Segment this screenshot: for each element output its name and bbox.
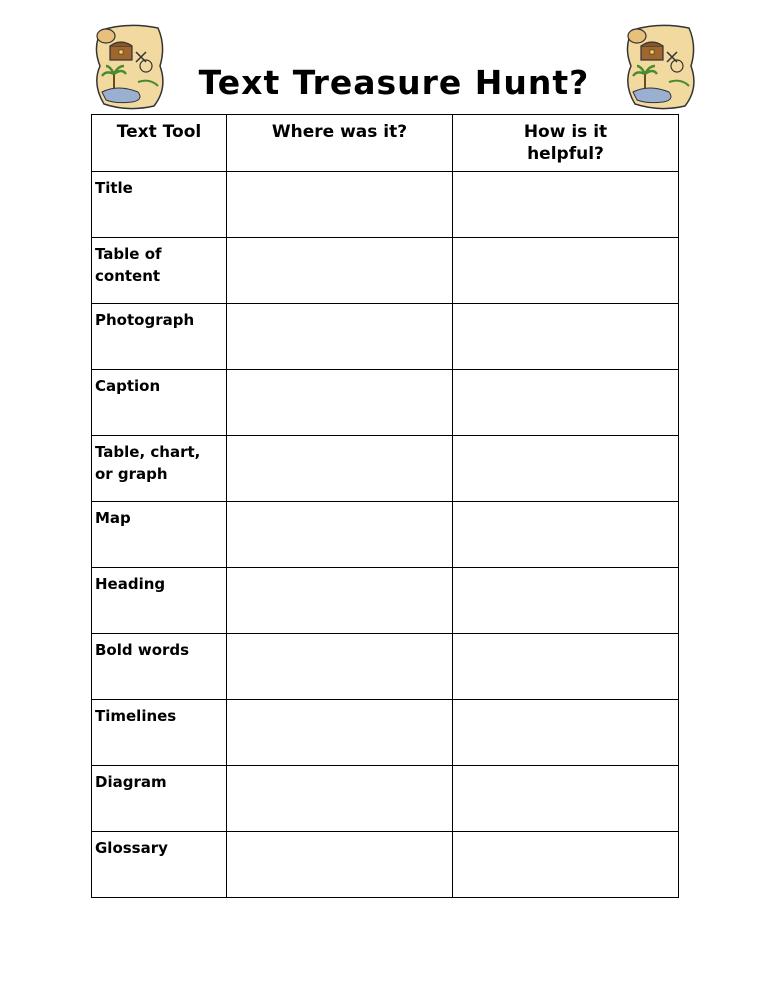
helpful-cell[interactable] <box>453 700 679 766</box>
text-tool-cell: Photograph <box>92 304 227 370</box>
helpful-cell[interactable] <box>453 634 679 700</box>
table-row <box>92 370 679 436</box>
text-tool-cell: Bold words <box>92 634 227 700</box>
text-tool-cell: Heading <box>92 568 227 634</box>
text-tool-cell: Table, chart, or graph <box>92 436 227 502</box>
helpful-cell[interactable] <box>453 766 679 832</box>
helpful-cell[interactable] <box>453 370 679 436</box>
text-tool-cell: Timelines <box>92 700 227 766</box>
table-row <box>92 700 679 766</box>
text-tool-cell: Glossary <box>92 832 227 898</box>
table-row <box>92 172 679 238</box>
column-header-helpful <box>453 115 679 172</box>
table-header-row <box>92 115 679 172</box>
where-cell[interactable] <box>227 700 453 766</box>
header-label: Where was it? <box>271 122 408 142</box>
table-row <box>92 766 679 832</box>
where-cell[interactable] <box>227 766 453 832</box>
table-row <box>92 238 679 304</box>
column-header-text-tool <box>92 115 227 172</box>
text-tool-cell: Table of content <box>92 238 227 304</box>
where-cell[interactable] <box>227 304 453 370</box>
helpful-cell[interactable] <box>453 568 679 634</box>
table-row <box>92 502 679 568</box>
helpful-cell[interactable] <box>453 502 679 568</box>
where-cell[interactable] <box>227 370 453 436</box>
text-tool-cell: Diagram <box>92 766 227 832</box>
where-cell[interactable] <box>227 502 453 568</box>
table-row <box>92 832 679 898</box>
where-cell[interactable] <box>227 238 453 304</box>
worksheet-table <box>91 114 679 898</box>
column-header-where <box>227 115 453 172</box>
table-row <box>92 634 679 700</box>
helpful-cell[interactable] <box>453 238 679 304</box>
header-label: Text Tool <box>116 122 202 142</box>
helpful-cell[interactable] <box>453 304 679 370</box>
helpful-cell[interactable] <box>453 832 679 898</box>
where-cell[interactable] <box>227 172 453 238</box>
helpful-cell[interactable] <box>453 172 679 238</box>
text-tool-cell: Caption <box>92 370 227 436</box>
where-cell[interactable] <box>227 568 453 634</box>
table-row <box>92 568 679 634</box>
text-tool-cell: Title <box>92 172 227 238</box>
where-cell[interactable] <box>227 832 453 898</box>
where-cell[interactable] <box>227 436 453 502</box>
table-row <box>92 304 679 370</box>
header-label: How is it helpful? <box>523 122 608 164</box>
helpful-cell[interactable] <box>453 436 679 502</box>
page-title: Text Treasure Hunt? <box>198 63 590 102</box>
where-cell[interactable] <box>227 634 453 700</box>
table-row <box>92 436 679 502</box>
text-tool-cell: Map <box>92 502 227 568</box>
